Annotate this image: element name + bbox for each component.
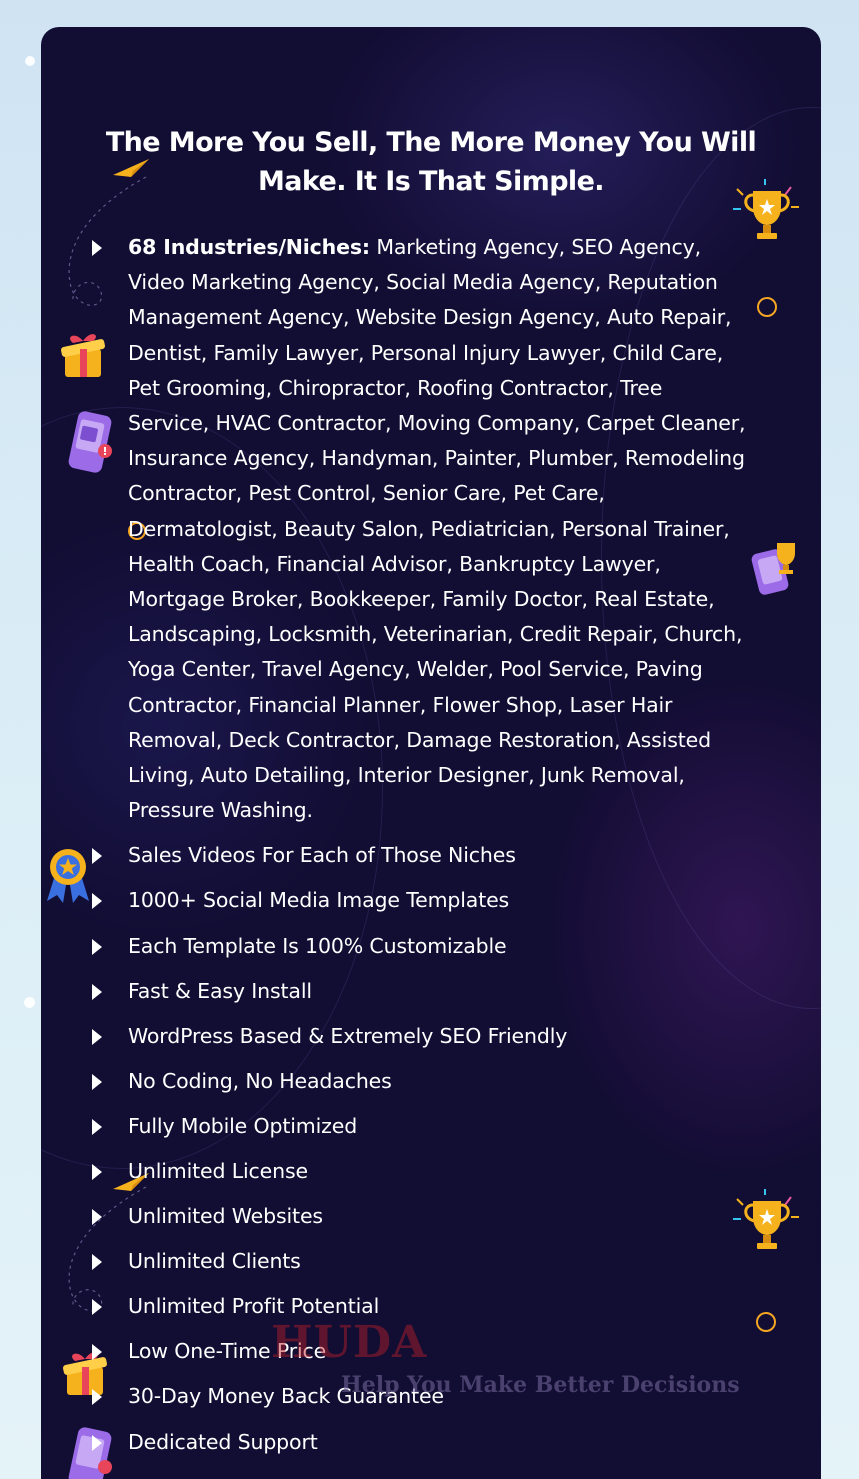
watermark-tagline: Help You Make Better Decisions [341,1372,740,1398]
list-item [89,1154,749,1189]
list-item [89,1064,749,1099]
caret-right-icon [92,1029,102,1045]
list-item [89,1199,749,1234]
list-item [89,929,749,964]
industries-label: 68 Industries/Niches: [128,235,370,259]
caret-right-icon [92,1209,102,1225]
caret-right-icon [92,1164,102,1180]
feature-text: Low One-Time Price [128,1339,327,1364]
list-item [89,1379,749,1414]
feature-list [89,230,749,1470]
feature-text: No Coding, No Headaches [128,1068,392,1093]
feature-text: 30-Day Money Back Guarantee [128,1384,444,1409]
feature-text: Unlimited Websites [128,1204,323,1229]
caret-right-icon [92,1435,102,1451]
award-badge-icon [43,845,93,905]
caret-right-icon [92,939,102,955]
feature-text: WordPress Based & Extremely SEO Friendly [128,1023,568,1048]
feature-text: Sales Videos For Each of Those Niches [128,843,516,868]
feature-text: Fast & Easy Install [128,978,312,1003]
list-item-industries [89,230,749,828]
list-item [89,1019,749,1054]
mobile-trophy-icon [747,539,807,599]
feature-text: Unlimited Profit Potential [128,1294,380,1319]
feature-text: 1000+ Social Media Image Templates [128,888,510,913]
list-item [89,838,749,873]
feature-text: Dedicated Support [128,1429,318,1454]
industries-text: Marketing Agency, SEO Agency, Video Marketing Agency, Social Media Agency, Reputation Management Agency, Website Design Agency, Auto Repair, Dentist, Family Lawyer, Personal Injury Lawyer, Child Care, Pet Grooming, Chiropractor, Roofing Contractor, Tree Service, HVAC Contractor, Moving Company, Carpet Cleaner, Insurance Agency, Handyman, Painter, Plumber, Remodeling Contractor, Pest Control, Senior Care, Pet Care, Dermatologist, Beauty Salon, Pediatrician, Personal Trainer, Health Coach, Financial Advisor, Bankruptcy Lawyer, Mortgage Broker, Bookkeeper, Family Doctor, Real Estate, Landscaping, Locksmith, Veterinarian, Credit Repair, Church, Yoga Center, Travel Agency, Welder, Pool Service, Paving Contractor, Financial Planner, Flower Shop, Laser Hair Removal, Deck Contractor, Damage Restoration, Assisted Living, Auto Detailing, Interior Designer, Junk Removal, Pressure Washing. [128,235,746,823]
list-item [89,883,749,918]
ring-decoration [754,1310,778,1334]
caret-right-icon [92,1074,102,1090]
feature-text: Fully Mobile Optimized [128,1113,358,1138]
list-item [89,1425,749,1460]
page-headline: The More You Sell, The More Money You Will Make. It Is That Simple. [105,127,757,197]
list-item [89,1334,749,1369]
caret-right-icon [92,240,102,256]
caret-right-icon [92,1119,102,1135]
caret-right-icon [92,1389,102,1405]
list-item [89,1244,749,1279]
caret-right-icon [92,1299,102,1315]
list-item [89,1109,749,1144]
caret-right-icon [92,1344,102,1360]
feature-text: Unlimited License [128,1159,308,1183]
background-dot [25,56,35,66]
feature-text: Unlimited Clients [128,1249,301,1274]
caret-right-icon [92,848,102,864]
ring-decoration [755,295,779,319]
list-item [89,1289,749,1324]
caret-right-icon [92,893,102,909]
caret-right-icon [92,984,102,1000]
features-card [41,27,821,1479]
list-item [89,974,749,1009]
feature-text: Each Template Is 100% Customizable [128,933,507,958]
caret-right-icon [92,1254,102,1270]
background-dot [24,997,35,1008]
watermark-brand: HUDA [271,1317,428,1368]
